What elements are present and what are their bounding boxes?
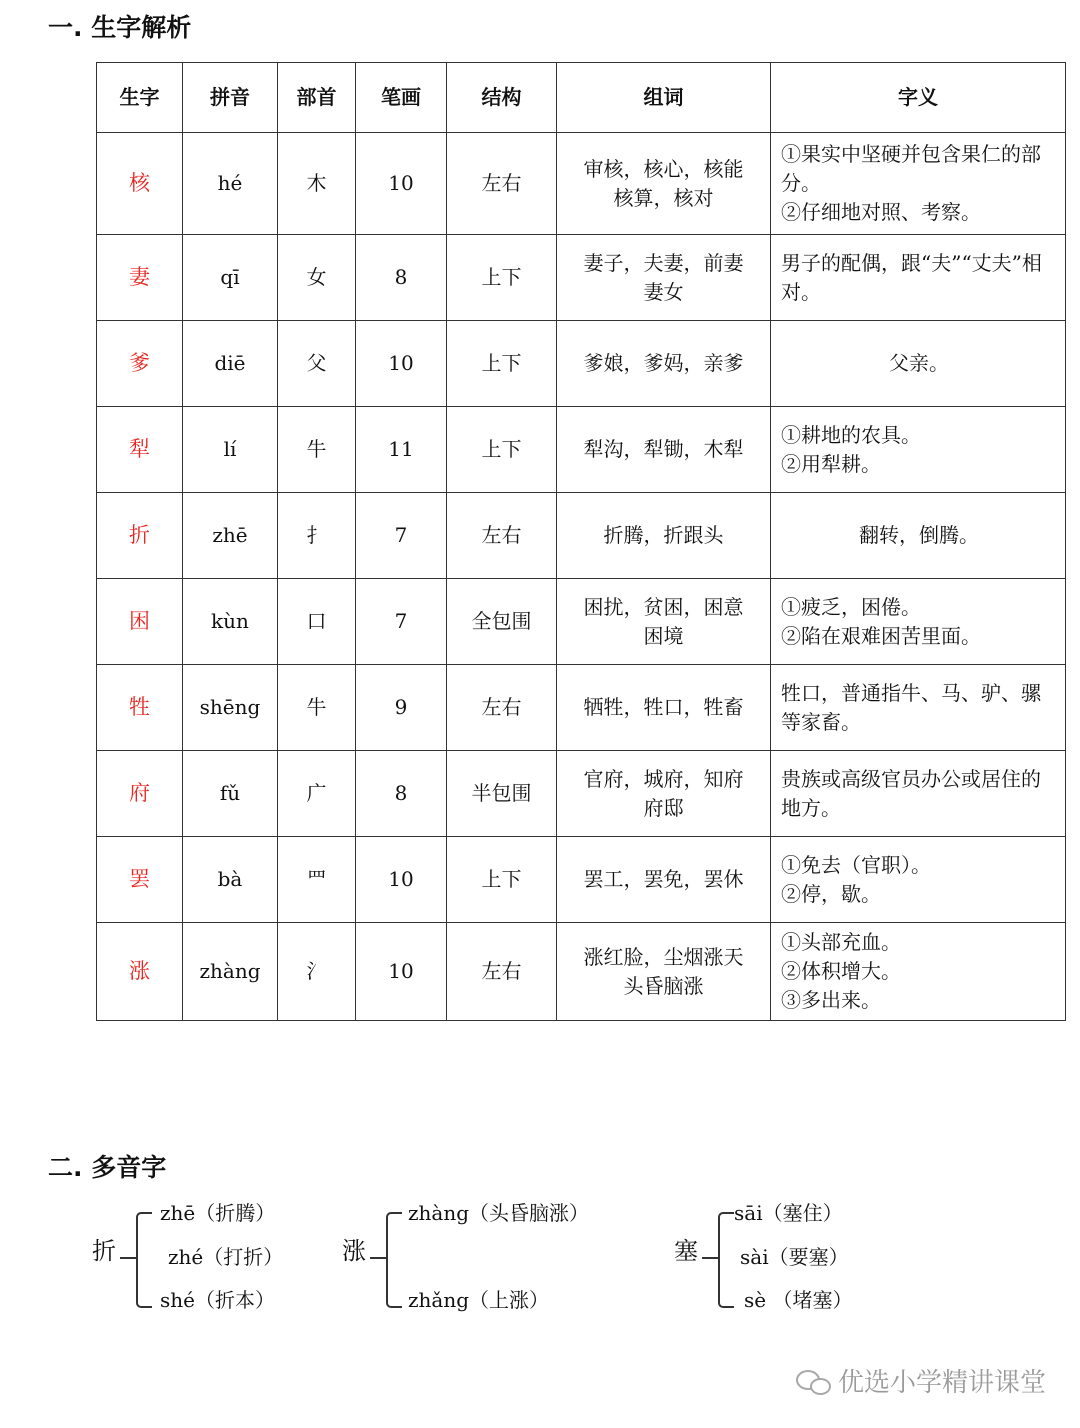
meaning-cell <box>771 923 1066 1021</box>
word-line: 头昏脑涨 <box>623 973 704 998</box>
pinyin-cell: hé <box>183 133 278 235</box>
structure-cell: 上下 <box>447 837 557 923</box>
meaning-line: ②仔细地对照、考察。 <box>781 200 981 224</box>
radical-cell: 口 <box>278 579 356 665</box>
meaning-line: ①果实中坚硬并包含果仁的部分。 <box>781 142 1041 195</box>
table-row <box>97 837 1066 923</box>
polyphonic-reading: zhē（折腾） <box>160 1201 276 1225</box>
strokes-cell: 10 <box>356 133 447 235</box>
table-row <box>97 133 1066 235</box>
meaning-cell <box>771 837 1066 923</box>
polyphonic-reading: shé（折本） <box>160 1288 275 1312</box>
pinyin-cell: kùn <box>183 579 278 665</box>
words-cell <box>557 923 771 1021</box>
char-cell: 府 <box>97 751 183 837</box>
structure-cell: 左右 <box>447 493 557 579</box>
section-title-polyphonic: 二. 多音字 <box>48 1153 167 1182</box>
polyphonic-char: 折 <box>92 1237 116 1265</box>
meaning-line: 翻转，倒腾。 <box>859 523 979 547</box>
structure-cell: 左右 <box>447 665 557 751</box>
radical-cell: 木 <box>278 133 356 235</box>
word-line: 折腾，折跟头 <box>603 523 724 547</box>
structure-cell: 半包围 <box>447 751 557 837</box>
meaning-line: 贵族或高级官员办公或居住的地方。 <box>781 766 1041 820</box>
table-row <box>97 579 1066 665</box>
strokes-cell: 7 <box>356 493 447 579</box>
meaning-line: ②用犁耕。 <box>781 451 881 476</box>
word-line: 审核，核心，核能 <box>583 156 744 181</box>
watermark <box>796 1362 1046 1399</box>
pinyin-cell: zhàng <box>183 923 278 1021</box>
meaning-cell <box>771 579 1066 665</box>
char-cell: 折 <box>97 493 183 579</box>
meaning-line: ②体积增大。 <box>781 959 901 983</box>
table-row <box>97 923 1066 1021</box>
header-pinyin: 拼音 <box>183 63 278 133</box>
words-cell <box>557 579 771 665</box>
meaning-line: ①免去（官职）。 <box>781 852 931 877</box>
word-line: 府邸 <box>643 795 684 820</box>
words-cell <box>557 235 771 321</box>
table-row <box>97 235 1066 321</box>
meaning-cell <box>771 407 1066 493</box>
table-header-row <box>97 63 1066 133</box>
wechat-icon <box>796 1368 830 1394</box>
header-radical: 部首 <box>278 63 356 133</box>
meaning-line: ①头部充血。 <box>781 930 901 954</box>
word-line: 妻子，夫妻，前妻 <box>583 250 744 275</box>
meaning-line: ②陷在艰难困苦里面。 <box>781 623 981 648</box>
char-cell: 爹 <box>97 321 183 407</box>
words-cell <box>557 407 771 493</box>
strokes-cell: 8 <box>356 235 447 321</box>
structure-cell: 上下 <box>447 235 557 321</box>
pinyin-cell: zhē <box>183 493 278 579</box>
table-row <box>97 493 1066 579</box>
header-char: 生字 <box>97 63 183 133</box>
meaning-line: ③多出来。 <box>781 988 881 1012</box>
char-cell: 困 <box>97 579 183 665</box>
words-cell <box>557 321 771 407</box>
pinyin-cell: fǔ <box>183 751 278 837</box>
word-line: 罢工，罢免，罢休 <box>583 867 744 891</box>
meaning-line: ①耕地的农具。 <box>781 422 921 447</box>
structure-cell: 上下 <box>447 407 557 493</box>
pinyin-cell: qī <box>183 235 278 321</box>
word-line: 涨红脸，尘烟涨天 <box>583 944 744 969</box>
char-cell: 涨 <box>97 923 183 1021</box>
word-line: 犁沟，犁锄，木犁 <box>583 437 744 461</box>
strokes-cell: 9 <box>356 665 447 751</box>
pinyin-cell: bà <box>183 837 278 923</box>
meaning-line: 牲口，普通指牛、马、驴、骡等家畜。 <box>781 680 1041 734</box>
meaning-line: 男子的配偶，跟“夫”“丈夫”相对。 <box>781 250 1042 304</box>
polyphonic-char: 涨 <box>342 1237 366 1265</box>
strokes-cell: 10 <box>356 923 447 1021</box>
polyphonic-reading: zhǎng（上涨） <box>408 1288 550 1312</box>
watermark-text: 优选小学精讲课堂 <box>837 1368 1046 1398</box>
char-cell: 妻 <box>97 235 183 321</box>
char-cell: 牲 <box>97 665 183 751</box>
header-structure: 结构 <box>447 63 557 133</box>
pinyin-cell: shēng <box>183 665 278 751</box>
structure-cell: 左右 <box>447 923 557 1021</box>
radical-cell: 扌 <box>278 493 356 579</box>
strokes-cell: 10 <box>356 321 447 407</box>
table-row <box>97 751 1066 837</box>
header-strokes: 笔画 <box>356 63 447 133</box>
pinyin-cell: lí <box>183 407 278 493</box>
word-line: 牺牲，牲口，牲畜 <box>583 695 744 719</box>
brace-bracket <box>136 1212 152 1308</box>
radical-cell: 氵 <box>278 923 356 1021</box>
structure-cell: 左右 <box>447 133 557 235</box>
word-line: 核算，核对 <box>613 185 714 210</box>
meaning-cell <box>771 493 1066 579</box>
strokes-cell: 7 <box>356 579 447 665</box>
radical-cell: 广 <box>278 751 356 837</box>
pinyin-cell: diē <box>183 321 278 407</box>
polyphonic-reading: zhàng（头昏脑涨） <box>408 1201 590 1225</box>
meaning-cell <box>771 751 1066 837</box>
radical-cell: 罒 <box>278 837 356 923</box>
strokes-cell: 11 <box>356 407 447 493</box>
words-cell <box>557 837 771 923</box>
word-line: 官府，城府，知府 <box>583 766 744 791</box>
table-row <box>97 407 1066 493</box>
strokes-cell: 10 <box>356 837 447 923</box>
words-cell <box>557 665 771 751</box>
polyphonic-reading: sè （堵塞） <box>744 1288 853 1312</box>
character-table <box>96 62 1066 1021</box>
brace-bracket <box>718 1212 734 1308</box>
word-line: 困扰，贫困，困意 <box>583 594 744 619</box>
polyphonic-char: 塞 <box>674 1237 698 1265</box>
brace-connector <box>120 1257 136 1259</box>
meaning-cell <box>771 665 1066 751</box>
meaning-cell <box>771 321 1066 407</box>
brace-bracket <box>386 1212 402 1308</box>
char-cell: 罢 <box>97 837 183 923</box>
word-line: 爹娘，爹妈，亲爹 <box>583 351 744 375</box>
radical-cell: 父 <box>278 321 356 407</box>
polyphonic-reading: sāi（塞住） <box>734 1201 843 1225</box>
polyphonic-reading: zhé（打折） <box>168 1245 284 1269</box>
strokes-cell: 8 <box>356 751 447 837</box>
radical-cell: 牛 <box>278 407 356 493</box>
structure-cell: 全包围 <box>447 579 557 665</box>
word-line: 妻女 <box>643 279 684 304</box>
meaning-line: 父亲。 <box>889 351 949 375</box>
brace-connector <box>702 1257 718 1259</box>
section-title-vocabulary: 一. 生字解析 <box>48 13 192 42</box>
word-line: 困境 <box>643 623 684 648</box>
meaning-line: ①疲乏，困倦。 <box>781 594 921 619</box>
table-row <box>97 665 1066 751</box>
words-cell <box>557 493 771 579</box>
table-row <box>97 321 1066 407</box>
brace-connector <box>370 1257 386 1259</box>
char-cell: 犁 <box>97 407 183 493</box>
header-words: 组词 <box>557 63 771 133</box>
header-meaning: 字义 <box>771 63 1066 133</box>
meaning-cell <box>771 235 1066 321</box>
polyphonic-reading: sài（要塞） <box>740 1245 849 1269</box>
char-cell: 核 <box>97 133 183 235</box>
meaning-cell <box>771 133 1066 235</box>
structure-cell: 上下 <box>447 321 557 407</box>
radical-cell: 女 <box>278 235 356 321</box>
words-cell <box>557 751 771 837</box>
meaning-line: ②停，歇。 <box>781 881 881 906</box>
radical-cell: 牛 <box>278 665 356 751</box>
words-cell <box>557 133 771 235</box>
